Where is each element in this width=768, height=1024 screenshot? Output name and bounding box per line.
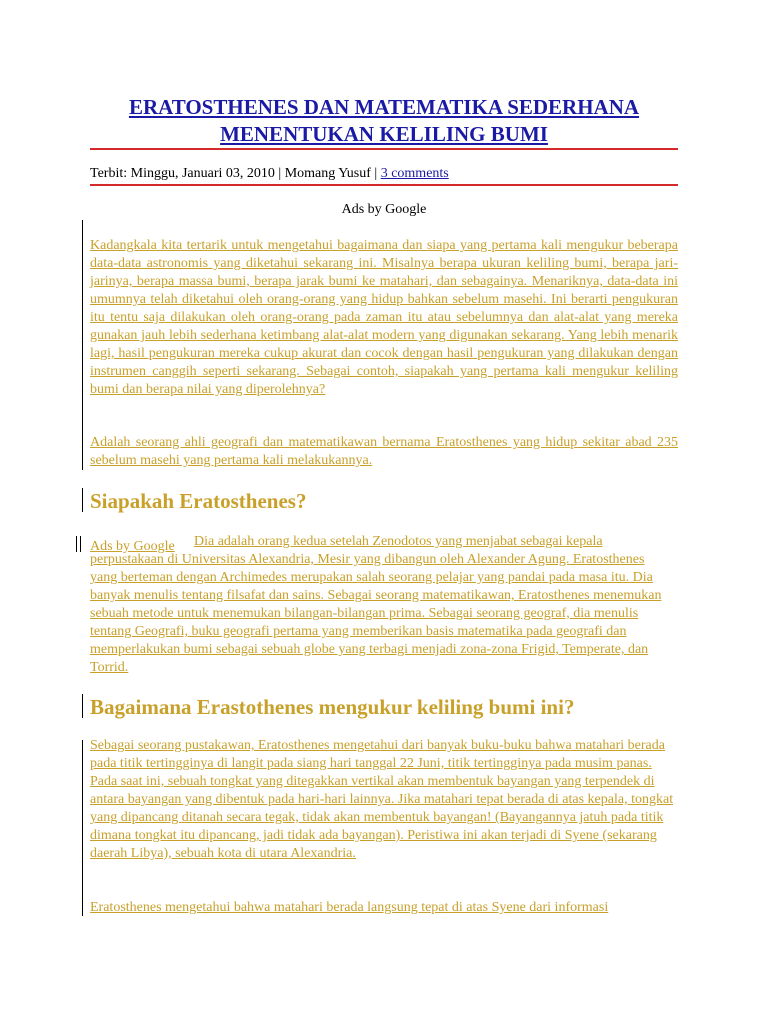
paragraph-eratosthenes[interactable]: Adalah seorang ahli geografi dan matematikawan bernama Eratosthenes yang hidup sekitar abad 235 sebelum masehi yang pertama kali melakukannya. [90, 435, 678, 468]
heading-margin-bar [82, 488, 83, 512]
title-line-1[interactable]: ERATOSTHENES DAN MATEMATIKA SEDERHANA [128, 95, 640, 119]
paragraph-biography[interactable]: Dia adalah orang kedua setelah Zenodotos yang menjabat sebagai kepala perpustakaan di Universitas Alexandria, Mesir yang dibangun oleh Alexander Agung. Eratosthenes yang berteman dengan Archimedes merupakan salah seorang pelajar yang pandai pada masa itu. Dia banyak menulis tentang filsafat dan sains. Sebagai seorang matematikawan, Eratosthenes menemukan sebuah metode untuk menemukan bilangan-bilangan prima. Sebagai seorang geograf, dia menulis tentang Geografi, buku geografi pertama yang memberikan basis matematika pada geografi dan memperlakukan bumi sebagai sebuah globe yang terbagi menjadi zona-zona Frigid, Temperate, dan Torrid. [90, 534, 662, 675]
comments-link[interactable]: 3 comments [380, 166, 449, 181]
article-title[interactable] [90, 94, 678, 148]
heading-how: Bagaimana Erastothenes mengukur keliling bumi ini? [90, 695, 575, 719]
paragraph-method[interactable]: Sebagai seorang pustakawan, Eratosthenes mengetahui dari banyak buku-buku bahwa matahari berada pada titik tertingginya di langit pada siang hari tanggal 22 Juni, titik tertingginya pada musim panas. Pada saat ini, sebuah tongkat yang ditegakkan vertikal akan membentuk bayangan yang terpendek di antara bayangan yang dibentuk pada hari-hari lainnya. Jika matahari tepat berada di atas kepala, tongkat yang dipancang ditanah secara tegak, tidak akan membentuk bayangan! (Bayangannya jatuh pada titik dimana tongkat itu dipancang, jadi tidak ada bayangan). Peristiwa ini akan terjadi di Syene (sekarang daerah Libya), sebuah kota di utara Alexandria. [90, 738, 674, 861]
left-margin-bar-2 [82, 740, 83, 916]
ads-margin-bar-1 [76, 536, 77, 552]
title-line-2[interactable]: MENENTUKAN KELILING BUMI [220, 122, 548, 146]
post-meta [90, 165, 449, 183]
paragraph-intro[interactable]: Kadangkala kita tertarik untuk mengetahui bagaimana dan siapa yang pertama kali mengukur beberapa data-data astronomis yang diketahui sekarang ini. Misalnya berapa ukuran keliling bumi, berapa jari-jarinya, berapa massa bumi, berapa jarak bumi ke matahari, dan sebagainya. Menariknya, data-data ini umumnya telah diketahui oleh orang-orang yang hidup bahkan sebelum masehi. Ini berarti pengukuran itu tentu saja dilakukan oleh orang-orang pada zaman itu atau sebelumnya dan alat-alat yang mereka gunakan jauh lebih sederhana ketimbang alat-alat modern yang digunakan sekarang. Yang lebih menarik lagi, hasil pengukuran mereka cukup akurat dan cocok dengan hasil pengukuran yang dilakukan dengan instrumen canggih seperti sekarang. Sebagai contoh, siapakah yang pertama kali mengukur keliling bumi dan berapa nilai yang diperolehnya? [90, 238, 678, 397]
heading-margin-bar-2 [82, 694, 83, 718]
paragraph-syene[interactable]: Eratosthenes mengetahui bahwa matahari berada langsung tepat di atas Syene dari informasi [90, 900, 609, 915]
left-margin-bar [82, 220, 83, 470]
heading-who: Siapakah Eratosthenes? [90, 489, 307, 513]
meta-divider [90, 184, 678, 186]
post-meta-text: Terbit: Minggu, Januari 03, 2010 | Momang Yusuf | [90, 166, 381, 181]
ads-margin-bar-2 [80, 536, 81, 552]
title-divider [90, 148, 678, 150]
ads-label: Ads by Google [341, 202, 427, 217]
ads-link[interactable]: Ads by Google [90, 539, 175, 554]
